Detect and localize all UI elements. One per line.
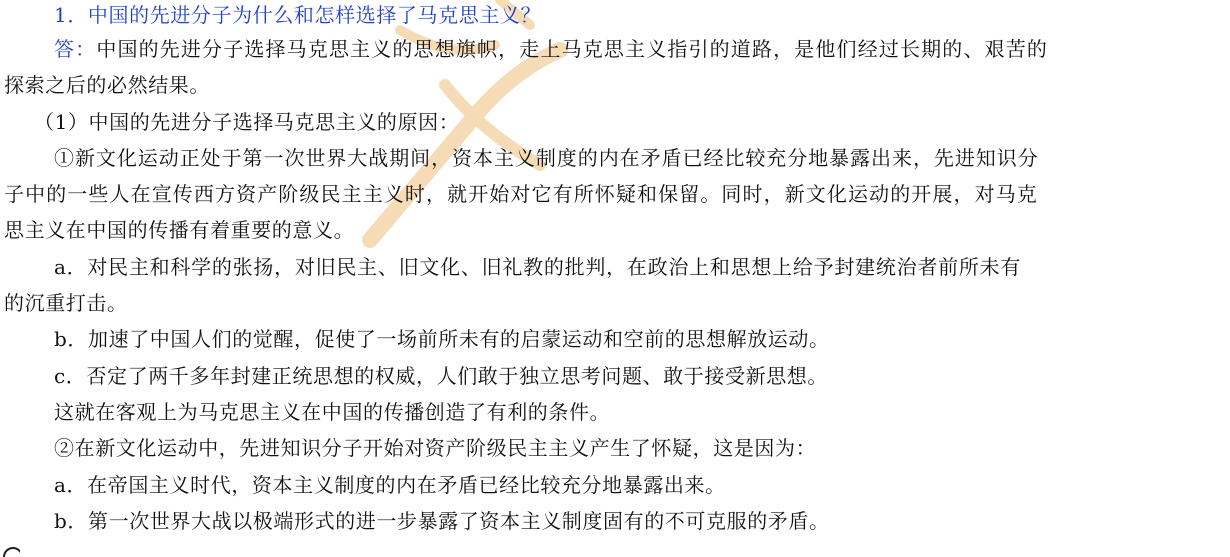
answer-text: 中国的先进分子选择马克思主义的思想旗帜，走上马克思主义指引的道路，是他们经过长期的、艰苦的 <box>96 37 1049 61</box>
item-b2: b．第一次世界大战以极端形式的进一步暴露了资本主义制度固有的不可克服的矛盾。 <box>54 509 830 533</box>
item-a2: a．在帝国主义时代，资本主义制度的内在矛盾已经比较充分地暴露出来。 <box>54 473 726 497</box>
section-1-heading: （1）中国的先进分子选择马克思主义的原因： <box>34 110 460 134</box>
item-c1: c．否定了两千多年封建正统思想的权威，人们敢于独立思考问题、敢于接受新思想。 <box>54 364 829 388</box>
conclusion-1: 这就在客观上为马克思主义在中国的传播创造了有利的条件。 <box>54 400 611 424</box>
answer-label: 答： <box>54 37 97 61</box>
point-1-line-2: 子中的一些人在宣传西方资产阶级民主主义时，就开始对它有所怀疑和保留。同时，新文化运动的开展，对马克 <box>4 182 1038 206</box>
item-a1-line-2: 的沉重打击。 <box>4 291 128 315</box>
cropped-mark-icon <box>0 540 20 557</box>
item-b1: b．加速了中国人们的觉醒，促使了一场前所未有的启蒙运动和空前的思想解放运动。 <box>54 327 830 351</box>
answer-line-1 <box>54 36 1048 62</box>
answer-line-2: 探索之后的必然结果。 <box>4 73 210 97</box>
item-a1-line-1: a．对民主和科学的张扬，对旧民主、旧文化、旧礼教的批判，在政治上和思想上给予封建统治者前所未有 <box>54 255 1022 279</box>
question-title: 1．中国的先进分子为什么和怎样选择了马克思主义？ <box>54 3 542 27</box>
point-1-line-1: ①新文化运动正处于第一次世界大战期间，资本主义制度的内在矛盾已经比较充分地暴露出来，先进知识分 <box>54 146 1039 170</box>
point-1-line-3: 思主义在中国的传播有着重要的意义。 <box>4 218 355 242</box>
point-2-intro: ②在新文化运动中，先进知识分子开始对资产阶级民主主义产生了怀疑，这是因为： <box>54 436 817 460</box>
